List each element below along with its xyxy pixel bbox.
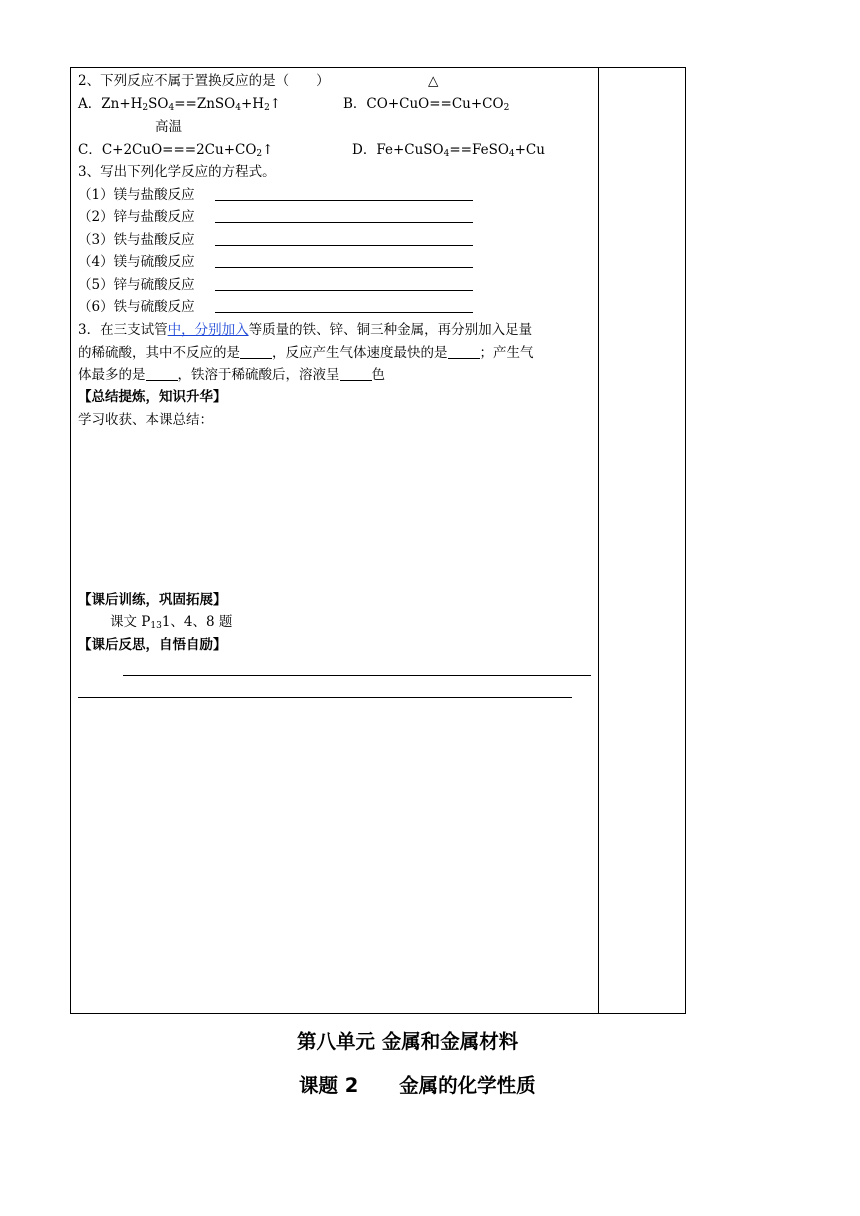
q3-item-6: （6）铁与硫酸反应 (78, 299, 195, 315)
gas-arrow-icon: ↑ (262, 142, 274, 158)
fill-blank (240, 344, 272, 359)
q3-item-1: （1）镁与盐酸反应 (78, 187, 195, 203)
q2-option-d: D．Fe+CuSO$_4$==FeSO$_4$+Cu (352, 142, 545, 159)
answer-line-1 (215, 200, 473, 201)
reflection-header: 【课后反思，自悟自励】 (78, 637, 227, 653)
q2-option-b: B．$CO+CuO==Cu+CO_2$ (343, 96, 510, 113)
gas-arrow-icon: ↑ (269, 96, 282, 112)
q2-stem: 2、下列反应不属于置换反应的是（ ） (78, 73, 330, 89)
q3-stem: 3、写出下列化学反应的方程式。 (78, 164, 276, 180)
fill-blank (448, 344, 480, 359)
q2-option-c: C．$C+2CuO===2Cu+CO_2↑$ (78, 142, 274, 159)
table-column-divider (598, 67, 599, 1014)
high-temperature-condition: 高温 (155, 119, 182, 135)
q4-line-1: 3．在三支试管中，分别加入等质量的铁、锌、铜三种金属，再分别加入足量 (78, 322, 533, 338)
q3-item-5: （5）锌与硫酸反应 (78, 277, 195, 293)
q3-item-2: （2）锌与盐酸反应 (78, 209, 195, 225)
q4-line-2: 的稀硫酸，其中不反应的是 ，反应产生气体速度最快的是 ；产生气 (78, 345, 534, 361)
answer-line-5 (215, 290, 473, 291)
heating-triangle-symbol: △ (428, 73, 439, 89)
hyperlink-text[interactable]: 中，分别加入 (167, 322, 249, 338)
reflection-line-1 (123, 675, 591, 676)
fill-blank (340, 366, 372, 381)
answer-line-2 (215, 222, 473, 223)
answer-line-3 (215, 245, 473, 246)
answer-line-4 (215, 267, 473, 268)
homework-header: 【课后训练，巩固拓展】 (78, 592, 227, 608)
q2-option-a: A．$Zn+H_2SO_4==ZnSO_4+H_2↑$ (78, 96, 282, 113)
reflection-line-2 (78, 697, 572, 698)
homework-text: 课文 $P_{13}1$、4、8 题 (110, 614, 233, 631)
q3-item-4: （4）镁与硫酸反应 (78, 254, 195, 270)
lesson-title: 课题 2 金属的化学性质 (299, 1074, 536, 1097)
q3-item-3: （3）铁与盐酸反应 (78, 232, 195, 248)
answer-line-6 (215, 312, 473, 313)
summary-prompt: 学习收获、本课总结： (78, 412, 213, 428)
summary-header: 【总结提炼，知识升华】 (78, 389, 227, 405)
unit-title: 第八单元 金属和金属材料 (297, 1030, 519, 1053)
q4-line-3: 体最多的是 ，铁溶于稀硫酸后，溶液呈 色 (78, 367, 385, 383)
fill-blank (146, 366, 178, 381)
